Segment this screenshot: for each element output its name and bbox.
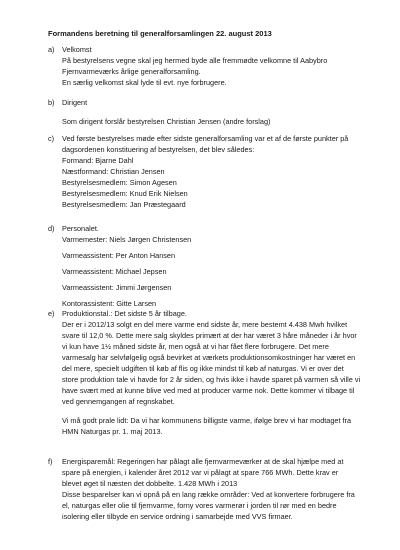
section-heading: Velkomst xyxy=(62,45,92,54)
paragraph-line: På bestyrelsens vegne skal jeg hermed byde alle fremmødte velkomne til Aabybro xyxy=(62,56,328,65)
paragraph-line: dagsordenen konstituering af bestyrelsen, det blev således: xyxy=(62,145,255,154)
paragraph-line: spare på energien, i kalender året 2012 var vi pålagt at spare 766 MWh. Dette krav er xyxy=(62,468,339,477)
paragraph-line: store produktion tale vi havde for 2 år siden, og hvis ikke i havde sparet på varmen så ville vi xyxy=(62,375,361,384)
paragraph-line: ved gennemgangen af regnskabet. xyxy=(62,397,175,406)
paragraph-line: Energisparemål: Regeringen har pålagt alle fjernvarmeværker at de skal hjælpe med at xyxy=(62,457,344,466)
document-title: Formandens beretning til generalforsamlingen 22. august 2013 xyxy=(48,29,272,38)
staff-line: Varmemester: Niels Jørgen Christensen xyxy=(62,235,192,244)
section-marker: f) xyxy=(48,457,53,466)
paragraph-line: isolering eller tilbyde en service ordning i samarbejde med VVS firmaer. xyxy=(62,512,293,521)
paragraph-line: Som dirigent forslår bestyrelsen Christian Jensen (andre forslag) xyxy=(62,117,271,126)
paragraph-line: Ved første bestyrelses møde efter sidste generalforsamling var et af de første punkter på xyxy=(62,134,349,143)
section-marker: d) xyxy=(48,224,55,233)
board-member-line: Formand: Bjarne Dahl xyxy=(62,156,134,165)
section-body xyxy=(62,44,382,88)
paragraph-line: Fjernvarmeværks årlige generalforsamling. xyxy=(62,67,201,76)
paragraph-line: svare til 12,0 %. Dette mere salg skyldes primært at der har været 3 håre måneder i år hvor xyxy=(62,331,357,340)
paragraph-line: have svært med at kunne blive ved med at producer varme nok. Dette kommer vi tilbage til xyxy=(62,386,355,395)
board-member-line: Bestyrelsesmedlem: Knud Erik Nielsen xyxy=(62,189,188,198)
paragraph-line: vi kun have 1½ måned sidste år, men også at vi har fået flere forbrugere. Det mere xyxy=(62,342,329,351)
section-body xyxy=(62,97,382,127)
staff-line: Varmeassistent: Jimmi Jørgensen xyxy=(62,283,172,292)
section-marker: a) xyxy=(48,45,55,54)
section-marker: b) xyxy=(48,98,55,107)
paragraph-line: Vi må godt prale lidt: Da vi har kommunens billigste varme, ifølge brev vi har modtaget fra xyxy=(62,416,352,425)
paragraph-line: Disse besparelser kan vi opnå på en lang række områder: Ved at konvertere forbrugere fra xyxy=(62,490,355,499)
board-member-line: Næstformand: Christian Jensen xyxy=(62,167,165,176)
section-body xyxy=(62,223,382,309)
paragraph-line: varmesalg har selvfølgelig også bevirket at værkets produktionsomkostninger har været en xyxy=(62,353,356,362)
section-heading: Produktionstal.: Det sidste 5 år tilbage. xyxy=(62,309,187,318)
board-member-line: Bestyrelsesmedlem: Jan Præstegaard xyxy=(62,200,186,209)
section-marker: c) xyxy=(48,134,55,143)
paragraph-line: En særlig velkomst skal lyde til evt. nye forbrugere. xyxy=(62,78,227,87)
staff-line: Varmeassistent: Michael Jepsen xyxy=(62,267,167,276)
paragraph-line: el, naturgas eller olie til fjernvarme, forny vores varmerør i jorden til rør med en bedre xyxy=(62,501,337,510)
paragraph-line: Der er i 2012/13 solgt en del mere varme end sidste år, mere bestemt 4.438 Mwh hvilket xyxy=(62,320,348,329)
board-member-line: Bestyrelsesmedlem: Simon Agesen xyxy=(62,178,177,187)
section-body xyxy=(62,133,382,210)
section-marker: e) xyxy=(48,309,55,318)
staff-line: Kontorassistent: Gitte Larsen xyxy=(62,299,157,308)
section-heading: Dirigent xyxy=(62,98,88,107)
staff-line: Varmeassistent: Per Anton Hansen xyxy=(62,251,176,260)
section-body xyxy=(62,456,382,522)
paragraph-line: del mere, specielt udgiften til køb af flis og ikke mindst til køb af naturgas. Vi er over det xyxy=(62,364,344,373)
paragraph-line: HMN Naturgas pr. 1. maj 2013. xyxy=(62,427,163,436)
section-body xyxy=(62,308,382,437)
paragraph-line: blevet øget til næsten det dobbelte. 1.428 MWh i 2013 xyxy=(62,479,238,488)
section-heading: Personalet. xyxy=(62,224,99,233)
